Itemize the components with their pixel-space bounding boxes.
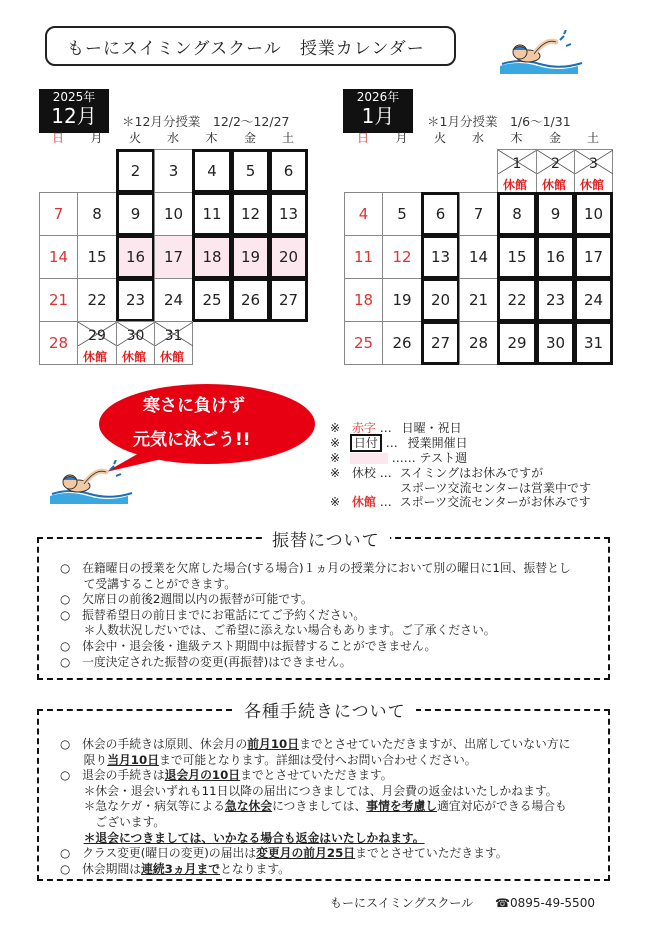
calendar-day-number: 26 bbox=[240, 291, 261, 309]
calendar-day-number: 31 bbox=[583, 334, 604, 352]
calendar-day bbox=[116, 149, 155, 193]
calendar-day bbox=[421, 192, 460, 236]
calendar-day-number: 29 bbox=[88, 328, 106, 344]
footer bbox=[330, 894, 595, 911]
emphasis: 事情を考慮し bbox=[366, 799, 438, 814]
calendar-day bbox=[574, 235, 613, 279]
calendar-day-number: 30 bbox=[126, 328, 145, 344]
calendar-day-number: 14 bbox=[468, 248, 489, 266]
calendar-day-number: 17 bbox=[583, 248, 604, 266]
calendar-day-number: 10 bbox=[583, 205, 604, 223]
legend-key-facility-closed: 休館 bbox=[351, 495, 376, 509]
calendar-day bbox=[536, 149, 575, 193]
calendar-day-number: 28 bbox=[48, 334, 69, 352]
calendar-day-number: 15 bbox=[87, 248, 107, 266]
calendar-day-number: 20 bbox=[430, 291, 451, 309]
procedures-line bbox=[60, 768, 570, 784]
weekday-header: 日 bbox=[51, 131, 64, 145]
calendar-day bbox=[536, 321, 575, 365]
calendar-day-number: 9 bbox=[550, 205, 561, 223]
calendar-day-number: 21 bbox=[48, 291, 69, 309]
calendar-day bbox=[497, 321, 537, 365]
legend-mark: ※ bbox=[330, 466, 341, 480]
calendar-day bbox=[382, 321, 422, 365]
calendar-day bbox=[154, 149, 193, 193]
calendar-day bbox=[459, 192, 498, 236]
legend-key-test-swatch bbox=[350, 453, 388, 464]
calendar-day-number: 15 bbox=[507, 248, 527, 266]
calendar-day-number: 2 bbox=[130, 162, 141, 180]
calendar-day-number: 6 bbox=[435, 205, 446, 223]
calendar-day bbox=[459, 235, 498, 279]
emphasis: 急な休会 bbox=[224, 799, 273, 814]
calendar-day bbox=[77, 192, 117, 236]
legend-mark: ※ bbox=[330, 436, 341, 450]
furikae-line: ○ 振替希望日の前日までにお電話にてご予約ください。 bbox=[60, 607, 366, 622]
weekday-header: 月 bbox=[90, 131, 103, 145]
jan-period: ＊1月分授業 1/6～1/31 bbox=[427, 114, 571, 129]
calendar-day bbox=[231, 192, 270, 236]
legend-mark: ※ bbox=[330, 495, 341, 509]
legend-text-facility-closed: スポーツ交流センターがお休みです bbox=[399, 495, 591, 509]
footer-phone: 0895-49-5500 bbox=[509, 896, 595, 910]
calendar-day-number: 6 bbox=[283, 162, 294, 180]
calendar-day bbox=[77, 278, 117, 322]
calendar-day-number: 23 bbox=[125, 291, 146, 309]
calendar-day bbox=[574, 149, 613, 193]
calendar-day-number: 7 bbox=[473, 205, 484, 223]
legend-dots: … bbox=[379, 421, 392, 435]
calendar-day-number: 21 bbox=[468, 291, 489, 309]
furikae-line: て受講することができます。 bbox=[60, 576, 237, 591]
calendar-day-number: 11 bbox=[353, 248, 374, 266]
furikae-title: 振替について bbox=[262, 526, 390, 551]
emphasis: 当月10日 bbox=[107, 752, 160, 767]
calendar-day-number: 5 bbox=[245, 162, 256, 180]
calendar-day bbox=[154, 278, 193, 322]
text: となります。 bbox=[220, 861, 290, 876]
procedures-line bbox=[60, 753, 570, 769]
calendar-day-number: 12 bbox=[392, 248, 412, 266]
calendar-day bbox=[269, 192, 308, 236]
legend-dots: … bbox=[385, 436, 398, 450]
calendar-day bbox=[192, 278, 232, 322]
calendar-day-number: 17 bbox=[163, 248, 184, 266]
calendar-day bbox=[382, 192, 422, 236]
calendar-day bbox=[269, 278, 308, 322]
emphasis: 前月10日 bbox=[247, 737, 300, 751]
procedures-line bbox=[60, 737, 570, 753]
weekday-header: 土 bbox=[586, 131, 599, 145]
calendar-day-number: 30 bbox=[545, 334, 566, 352]
calendar-day-number: 31 bbox=[164, 328, 183, 344]
weekday-header: 土 bbox=[281, 131, 294, 145]
calendar-day bbox=[192, 192, 232, 236]
calendar-day-number: 4 bbox=[358, 205, 369, 223]
legend-key-date: 日付 bbox=[350, 434, 382, 452]
calendar-day-number: 22 bbox=[507, 291, 527, 309]
furikae-body bbox=[60, 561, 571, 670]
text: ○ 休会の手続きは原則、休会月の bbox=[60, 737, 248, 751]
legend-text-class: 授業開催日 bbox=[407, 436, 468, 450]
legend-key-red: 赤字 bbox=[351, 421, 376, 435]
calendar-day bbox=[421, 235, 460, 279]
closed-label: 休館 bbox=[580, 178, 605, 192]
legend-dots: …… bbox=[391, 451, 416, 465]
procedures-line: ＊休会・退会いずれも11日以降の届出につきましては、月会費の返金はいたしかねます。 bbox=[60, 783, 558, 798]
calendar-day bbox=[344, 235, 383, 279]
procedures-body bbox=[60, 737, 570, 877]
legend-item-test bbox=[330, 451, 467, 466]
closed-label: 休館 bbox=[503, 178, 528, 192]
procedures-line: ございます。 bbox=[60, 814, 166, 829]
weekday-header: 日 bbox=[356, 131, 369, 145]
calendar-day bbox=[154, 235, 193, 279]
calendar-day-number: 18 bbox=[202, 248, 222, 266]
procedures-title: 各種手続きについて bbox=[234, 697, 416, 722]
calendar-day-number: 25 bbox=[353, 334, 374, 352]
calendar-day bbox=[459, 321, 498, 365]
text: につきましては、 bbox=[272, 799, 367, 814]
calendar-day-number: 13 bbox=[430, 248, 451, 266]
calendar-day-number: 13 bbox=[278, 205, 299, 223]
weekday-header: 金 bbox=[243, 131, 256, 145]
calendar-day bbox=[382, 235, 422, 279]
calendar-day bbox=[421, 278, 460, 322]
calendar-day bbox=[39, 278, 78, 322]
calendar-day-number: 24 bbox=[583, 291, 604, 309]
calendar-day-number: 25 bbox=[202, 291, 222, 309]
emphasis: 変更月の前月25日 bbox=[256, 846, 356, 861]
weekday-header: 金 bbox=[548, 131, 561, 145]
calendar-day bbox=[459, 278, 498, 322]
text bbox=[60, 831, 84, 845]
weekday-header: 火 bbox=[128, 131, 141, 145]
procedures-line bbox=[60, 799, 570, 815]
legend-text-test: テスト週 bbox=[419, 451, 468, 465]
procedures-line bbox=[60, 862, 570, 878]
calendar-day-number: 3 bbox=[168, 162, 179, 180]
furikae-line: ○ 在籍曜日の授業を欠席した場合(する場合)１ヵ月の授業分において別の曜日に1回、振替とし bbox=[60, 561, 571, 575]
legend-item-class bbox=[330, 436, 468, 451]
text: 限り bbox=[60, 752, 108, 767]
calendar-day bbox=[382, 278, 422, 322]
calendar-day bbox=[116, 278, 155, 322]
calendar-day bbox=[116, 192, 155, 236]
swimmer-icon-2 bbox=[48, 460, 138, 504]
calendar-day bbox=[77, 321, 117, 365]
calendar-day-number: 12 bbox=[240, 205, 261, 223]
text: まで可能となります。詳細は受付へお問い合わせください。 bbox=[159, 752, 477, 767]
calendar-day-number: 7 bbox=[53, 205, 64, 223]
legend-key-school-closed: 休校 bbox=[351, 466, 376, 480]
calendar-day-number: 19 bbox=[392, 291, 412, 309]
calendar-day-number: 1 bbox=[512, 156, 522, 172]
text: ＊急なケガ・病気等による bbox=[60, 799, 225, 814]
jan-month-badge bbox=[343, 89, 413, 133]
calendar-day bbox=[344, 192, 383, 236]
legend-dots: … bbox=[379, 495, 392, 509]
legend-text-holiday: 日曜・祝日 bbox=[401, 421, 462, 435]
dec-month-badge bbox=[39, 89, 109, 133]
calendar-day bbox=[497, 235, 537, 279]
calendar-day bbox=[574, 192, 613, 236]
calendar-day bbox=[77, 235, 117, 279]
calendar-day bbox=[154, 192, 193, 236]
emphasis: 連続3ヵ月まで bbox=[141, 861, 221, 876]
phone-icon: ☎ bbox=[495, 896, 510, 910]
calendar-day-number: 4 bbox=[207, 162, 217, 180]
title-spacer bbox=[282, 34, 300, 59]
calendar-day bbox=[421, 321, 460, 365]
calendar-day bbox=[231, 149, 270, 193]
calendar-day bbox=[574, 321, 613, 365]
legend-mark: ※ bbox=[330, 451, 341, 465]
furikae-line: ○ 一度決定された振替の変更(再振替)はできません。 bbox=[60, 654, 352, 669]
calendar-day bbox=[344, 278, 383, 322]
calendar-day-number: 16 bbox=[545, 248, 566, 266]
weekday-header: 木 bbox=[205, 131, 218, 145]
dec-year-label: 2025年 bbox=[52, 90, 96, 104]
calendar-day-number: 26 bbox=[392, 334, 412, 352]
calendar-day bbox=[116, 235, 155, 279]
calendar-day-number: 23 bbox=[545, 291, 566, 309]
calendar-day-number: 8 bbox=[92, 205, 102, 223]
calendar-day bbox=[192, 149, 232, 193]
weekday-header: 月 bbox=[395, 131, 408, 145]
legend-text-school-closed-2: スポーツ交流センターは営業中です bbox=[400, 481, 592, 495]
closed-label: 休館 bbox=[83, 350, 108, 364]
weekday-header: 水 bbox=[166, 131, 179, 145]
calendar-day bbox=[39, 192, 78, 236]
footer-school-name: もーにスイミングスクール bbox=[330, 896, 474, 910]
calendar-day bbox=[536, 235, 575, 279]
calendar-day bbox=[269, 149, 308, 193]
text: ○ 休会期間は bbox=[60, 861, 142, 876]
procedures-line bbox=[60, 846, 570, 862]
text: までとさせていただきます。 bbox=[240, 768, 393, 783]
text: 適宜対応ができる場合も bbox=[437, 799, 567, 814]
calendar-day-number: 16 bbox=[125, 248, 146, 266]
weekday-header: 木 bbox=[510, 131, 523, 145]
dec-month-label: 12月 bbox=[51, 104, 97, 128]
calendar-day bbox=[116, 321, 155, 365]
calendar-day bbox=[39, 321, 78, 365]
calendar-day-number: 14 bbox=[48, 248, 69, 266]
calendar-day-number: 18 bbox=[353, 291, 374, 309]
calendar-day bbox=[39, 235, 78, 279]
calendar-day bbox=[497, 278, 537, 322]
text: までとさせていただきますが、出席していない方に bbox=[299, 737, 571, 751]
emphasis: ＊退会につきましては、いかなる場合も返金はいたしかねます。 bbox=[83, 830, 425, 845]
dec-period: ＊12月分授業 12/2～12/27 bbox=[122, 114, 290, 129]
text: ○ 退会の手続きは bbox=[60, 768, 165, 783]
calendar-day-number: 9 bbox=[130, 205, 141, 223]
calendar-day-number: 3 bbox=[589, 156, 598, 172]
calendar-day bbox=[192, 235, 232, 279]
jan-year-label: 2026年 bbox=[356, 90, 400, 104]
calendar-day-number: 11 bbox=[202, 205, 222, 223]
page-subtitle: 授業カレンダー bbox=[299, 38, 425, 59]
text: までとさせていただきます。 bbox=[355, 846, 508, 861]
legend-item-facility-closed bbox=[330, 495, 591, 510]
calendar-day-number: 2 bbox=[551, 156, 560, 172]
page-title-box bbox=[45, 26, 456, 66]
bubble-line-1: 寒さに負けず bbox=[143, 396, 245, 416]
calendar-day bbox=[497, 192, 537, 236]
calendar-day bbox=[536, 192, 575, 236]
calendar-day-number: 20 bbox=[278, 248, 299, 266]
legend-mark: ※ bbox=[330, 421, 341, 435]
calendar-day-number: 22 bbox=[87, 291, 107, 309]
furikae-line: ＊人数状況しだいでは、ご希望に添えない場合もあります。ご了承ください。 bbox=[60, 623, 496, 638]
calendar-day bbox=[497, 149, 537, 193]
closed-label: 休館 bbox=[542, 178, 567, 192]
calendar-day-number: 5 bbox=[397, 205, 407, 223]
calendar-day-number: 29 bbox=[507, 334, 527, 352]
calendar-day-number: 19 bbox=[240, 248, 261, 266]
closed-label: 休館 bbox=[122, 350, 147, 364]
emphasis: 退会月の10日 bbox=[164, 768, 241, 783]
bubble-line-2: 元気に泳ごう!! bbox=[133, 430, 251, 450]
text: ○ クラス変更(曜日の変更)の届出は bbox=[60, 846, 257, 861]
weekday-header: 水 bbox=[471, 131, 484, 145]
legend-dots: … bbox=[379, 466, 392, 480]
calendar-day bbox=[574, 278, 613, 322]
calendar-day bbox=[231, 235, 270, 279]
calendar-day-number: 27 bbox=[278, 291, 299, 309]
calendar-day bbox=[536, 278, 575, 322]
legend-item-school-closed bbox=[330, 466, 543, 481]
legend-text-school-closed-1: スイミングはお休みですが bbox=[399, 466, 544, 480]
procedures-line bbox=[60, 831, 570, 847]
calendar-day-number: 10 bbox=[163, 205, 184, 223]
calendar-day-number: 8 bbox=[512, 205, 522, 223]
jan-month-label: 1月 bbox=[361, 104, 395, 128]
closed-label: 休館 bbox=[160, 350, 185, 364]
calendar-day bbox=[269, 235, 308, 279]
weekday-header: 火 bbox=[433, 131, 446, 145]
calendar-day bbox=[344, 321, 383, 365]
furikae-line: ○ 体会中・退会後・進級テスト期間中は振替することができません。 bbox=[60, 638, 437, 653]
page-title: もーにスイミングスクール bbox=[67, 38, 282, 59]
calendar-day bbox=[154, 321, 193, 365]
calendar-day-number: 24 bbox=[163, 291, 184, 309]
swimmer-icon bbox=[498, 30, 588, 74]
calendar-day-number: 27 bbox=[430, 334, 451, 352]
calendar-day-number: 28 bbox=[468, 334, 489, 352]
calendar-day bbox=[231, 278, 270, 322]
furikae-line: ○ 欠席日の前後2週間以内の振替が可能です。 bbox=[60, 592, 313, 607]
